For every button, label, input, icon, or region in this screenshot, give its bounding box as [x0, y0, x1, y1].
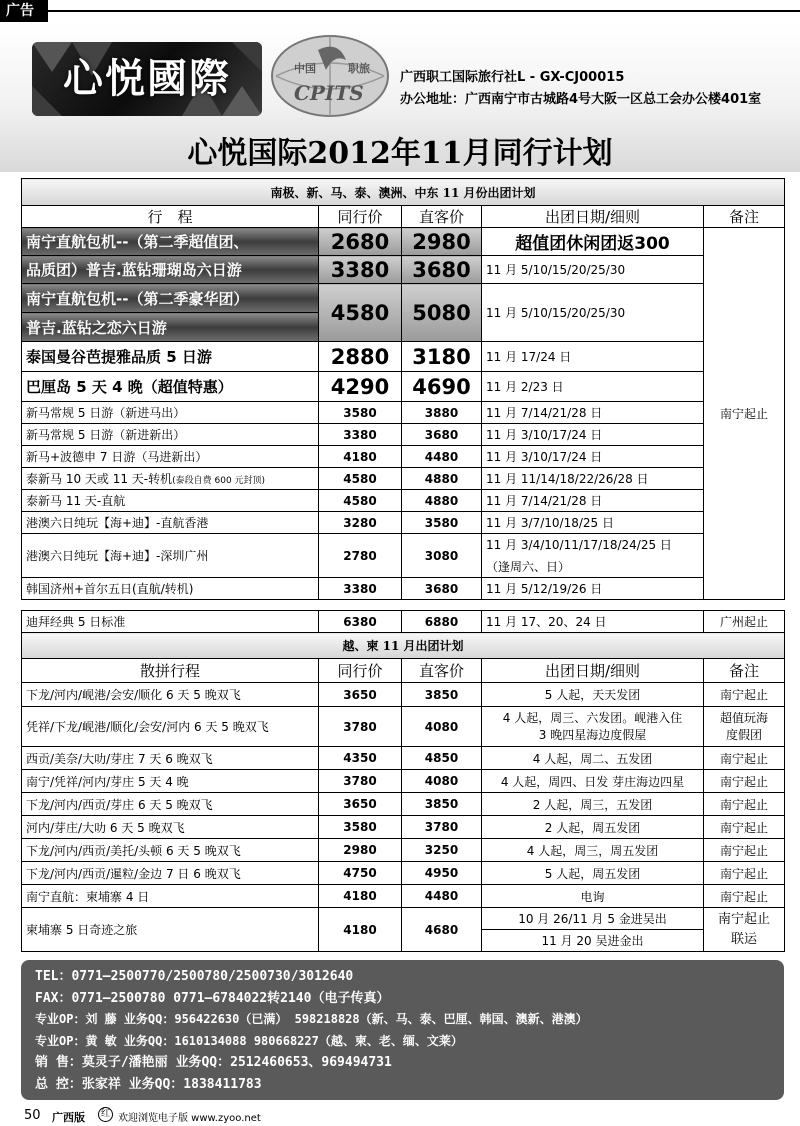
itinerary-name: 西贡/美奈/大叻/芽庄 7 天 6 晚双飞	[22, 747, 319, 770]
table-row	[22, 372, 785, 402]
direct-price: 4480	[402, 446, 482, 468]
table-row	[22, 284, 785, 313]
table-row	[22, 578, 785, 600]
table-row	[22, 862, 785, 885]
itinerary-name-text: 泰新马 10 天或 11 天-转机	[26, 472, 173, 486]
itinerary-name: 南宁直航：柬埔寨 4 日	[22, 885, 319, 908]
departure-dates: 超值团休闲团返300	[482, 228, 704, 256]
agent-price: 3380	[319, 424, 402, 446]
agent-price: 4180	[319, 908, 402, 952]
agent-price: 3780	[319, 770, 402, 793]
cpits-emblem-icon	[268, 30, 392, 122]
agent-price: 2680	[319, 228, 402, 256]
agent-price: 4580	[319, 284, 402, 342]
direct-price: 4950	[402, 862, 482, 885]
contact-sales: 销 售：莫灵子/潘艳丽 业务QQ：2512460653、969494731	[35, 1055, 392, 1070]
itinerary-name: 下龙/河内/西贡/芽庄 6 天 5 晚双飞	[22, 793, 319, 816]
agent-price: 2980	[319, 839, 402, 862]
table-row	[22, 611, 785, 633]
remark: 南宁起止	[704, 862, 785, 885]
remark-nanning: 南宁起止	[704, 228, 785, 600]
col-itinerary: 散拼行程	[22, 659, 319, 683]
col-itinerary: 行 程	[22, 206, 319, 228]
itinerary-name: 新马常规 5 日游（新进马出）	[22, 402, 319, 424]
col-remark: 备注	[704, 206, 785, 228]
itinerary-note: (泰段自费 600 元封顶)	[172, 476, 266, 486]
departure-dates: 11 月 5/10/15/20/25/30	[482, 256, 704, 284]
section2-header-row	[22, 659, 785, 683]
departure-dates: 11 月 5/10/15/20/25/30	[482, 284, 704, 342]
edition-label: 广西版	[52, 1111, 85, 1124]
remark: 南宁起止	[704, 885, 785, 908]
itinerary-name: 凭祥/下龙/岘港/顺化/会安/河内 6 天 5 晚双飞	[22, 707, 319, 747]
remark: 南宁起止	[704, 839, 785, 862]
brand-logo	[32, 42, 262, 116]
table-row	[22, 490, 785, 512]
itinerary-name: 南宁/凭祥/河内/芽庄 5 天 4 晚	[22, 770, 319, 793]
agent-price: 3580	[319, 816, 402, 839]
departure-dates: 5 人起，周五发团	[482, 862, 704, 885]
remark-line: 南宁起止	[718, 911, 771, 927]
table-row	[22, 885, 785, 908]
departure-dates-line: 4 人起，周三、六发团。岘港入住	[502, 710, 683, 725]
remark-line: 联运	[731, 931, 758, 947]
itinerary-name	[22, 468, 319, 490]
direct-price: 3780	[402, 816, 482, 839]
itinerary-name: 南宁直航包机--（第二季超值团、	[22, 228, 319, 256]
table-row	[22, 424, 785, 446]
itinerary-name: 下龙/河内/西贡/暹粒/金边 7 日 6 晚双飞	[22, 862, 319, 885]
table-row	[22, 256, 785, 284]
table-row	[22, 228, 785, 256]
direct-price: 3250	[402, 839, 482, 862]
table-row	[22, 707, 785, 747]
direct-price: 4080	[402, 707, 482, 747]
remark: 南宁起止	[704, 747, 785, 770]
agent-price: 4180	[319, 885, 402, 908]
table-row	[22, 402, 785, 424]
table-row	[22, 839, 785, 862]
itinerary-name: 港澳六日纯玩【海+迪】-直航香港	[22, 512, 319, 534]
col-agent-price: 同行价	[319, 659, 402, 683]
direct-price: 3680	[402, 256, 482, 284]
direct-price: 3580	[402, 512, 482, 534]
itinerary-name: 韩国济州+首尔五日(直航/转机)	[22, 578, 319, 600]
remark: 南宁起止	[704, 793, 785, 816]
itinerary-name: 柬埔寨 5 日奇迹之旅	[22, 908, 319, 952]
departure-dates: 4 人起，周二、五发团	[482, 747, 704, 770]
col-direct-price: 直客价	[402, 659, 482, 683]
agent-price: 3650	[319, 683, 402, 707]
col-remark: 备注	[704, 659, 785, 683]
itinerary-name: 新马+波德申 7 日游（马进新出）	[22, 446, 319, 468]
departure-dates: 4 人起，周三，周五发团	[482, 839, 704, 862]
departure-dates: 11 月 3/7/10/18/25 日	[482, 512, 704, 534]
remark	[704, 908, 785, 952]
table-row	[22, 512, 785, 534]
table-row	[22, 747, 785, 770]
itinerary-name: 南宁直航包机--（第二季豪华团）	[22, 284, 319, 313]
departure-dates: 11 月 3/10/17/24 日	[482, 446, 704, 468]
ad-tag: 广告	[0, 0, 48, 22]
table-row	[22, 816, 785, 839]
departure-dates: 11 月 17/24 日	[482, 342, 704, 372]
departure-dates: 11 月 7/14/21/28 日	[482, 490, 704, 512]
departure-dates: 2 人起，周五发团	[482, 816, 704, 839]
section1-title-row	[22, 179, 785, 206]
agent-price: 2780	[319, 534, 402, 578]
direct-price: 6880	[402, 611, 482, 633]
table-row	[22, 342, 785, 372]
agent-price: 6380	[319, 611, 402, 633]
direct-price: 5080	[402, 284, 482, 342]
itinerary-name: 河内/芽庄/大叻 6 天 5 晚双飞	[22, 816, 319, 839]
section1-table	[21, 178, 785, 600]
remark: 南宁起止	[704, 683, 785, 707]
departure-dates	[482, 707, 704, 747]
direct-price: 4690	[402, 372, 482, 402]
emblem-bottom: CPITS	[294, 81, 364, 105]
section2-title-row	[22, 633, 785, 659]
agent-price: 4750	[319, 862, 402, 885]
direct-price: 2980	[402, 228, 482, 256]
section2-title: 越、柬 11 月出团计划	[22, 633, 785, 659]
itinerary-name: 港澳六日纯玩【海+迪】-深圳广州	[22, 534, 319, 578]
departure-dates: 11 月 20 吴进金出	[482, 930, 704, 952]
departure-dates: 4 人起，周四、日发 芽庄海边四星	[482, 770, 704, 793]
departure-dates: 电询	[482, 885, 704, 908]
table-row	[22, 446, 785, 468]
contact-op-2: 专业OP：黄 敏 业务QQ：1610134088 980668227（越、柬、老、缅、文莱）	[35, 1033, 463, 1048]
contact-op-1: 专业OP：刘 藤 业务QQ：956422630（已满） 598218828（新、马、泰、巴厘、韩国、澳新、港澳）	[35, 1012, 588, 1026]
departure-dates: 11 月 5/12/19/26 日	[482, 578, 704, 600]
itinerary-name: 迪拜经典 5 日标准	[22, 611, 319, 633]
itinerary-name: 泰新马 11 天-直航	[22, 490, 319, 512]
direct-price: 4880	[402, 490, 482, 512]
departure-dates: 5 人起，天天发团	[482, 683, 704, 707]
table-row	[22, 770, 785, 793]
direct-price: 3680	[402, 424, 482, 446]
agent-price: 3580	[319, 402, 402, 424]
direct-price: 3680	[402, 578, 482, 600]
departure-dates-line: 3 晚四星海边度假屋	[538, 727, 647, 742]
section2-table	[21, 632, 785, 952]
table-row	[22, 908, 785, 930]
col-dates: 出团日期/细则	[482, 206, 704, 228]
departure-dates: 10 月 26/11 月 5 金进吴出	[482, 908, 704, 930]
direct-price: 3080	[402, 534, 482, 578]
agent-price: 3380	[319, 256, 402, 284]
departure-dates: 11 月 7/14/21/28 日	[482, 402, 704, 424]
remark-line: 超值玩海	[720, 710, 769, 725]
direct-price: 4080	[402, 770, 482, 793]
remark: 南宁起止	[704, 816, 785, 839]
company-name: 广西职工国际旅行社L - GX-CJ00015	[400, 70, 625, 85]
section1-header-row	[22, 206, 785, 228]
remark-line: 度假团	[726, 727, 763, 742]
direct-price: 3850	[402, 793, 482, 816]
agent-price: 3780	[319, 707, 402, 747]
itinerary-name: 普吉.蓝钻之恋六日游	[22, 313, 319, 342]
contact-tel: TEL：0771—2500770/2500780/2500730/3012640	[35, 969, 354, 984]
itinerary-name: 新马常规 5 日游（新进新出）	[22, 424, 319, 446]
agent-price: 2880	[319, 342, 402, 372]
page-footer	[0, 1104, 800, 1126]
col-direct-price: 直客价	[402, 206, 482, 228]
agent-price: 3280	[319, 512, 402, 534]
departure-dates: 11 月 17、20、24 日	[482, 611, 704, 633]
remark	[704, 707, 785, 747]
agent-price: 4290	[319, 372, 402, 402]
itinerary-name: 巴厘岛 5 天 4 晚（超值特惠）	[22, 372, 319, 402]
top-rule	[48, 10, 800, 12]
col-dates: 出团日期/细则	[482, 659, 704, 683]
dubai-row-table	[21, 610, 785, 633]
departure-dates: 2 人起，周三，五发团	[482, 793, 704, 816]
agent-price: 4580	[319, 468, 402, 490]
departure-dates: 11 月 3/4/10/11/17/18/24/25 日	[482, 534, 704, 556]
emblem-left: 中国	[294, 62, 316, 75]
itinerary-name: 品质团）普吉.蓝钻珊瑚岛六日游	[22, 256, 319, 284]
itinerary-name: 下龙/河内/西贡/美托/头顿 6 天 5 晚双飞	[22, 839, 319, 862]
contact-control: 总 控：张家祥 业务QQ：1838411783	[35, 1076, 262, 1092]
departure-dates: 11 月 3/10/17/24 日	[482, 424, 704, 446]
direct-price: 3880	[402, 402, 482, 424]
direct-price: 4680	[402, 908, 482, 952]
section1-title: 南极、新、马、泰、澳洲、中东 11 月份出团计划	[22, 179, 785, 206]
agent-price: 3650	[319, 793, 402, 816]
col-agent-price: 同行价	[319, 206, 402, 228]
table-row	[22, 468, 785, 490]
red-badge-icon: 红	[98, 1107, 113, 1122]
office-address: 办公地址：广西南宁市古城路4号大阪一区总工会办公楼401室	[400, 92, 762, 107]
itinerary-name: 下龙/河内/岘港/会安/顺化 6 天 5 晚双飞	[22, 683, 319, 707]
page-title: 心悦国际2012年11月同行计划	[187, 136, 613, 171]
table-row	[22, 683, 785, 707]
contact-panel	[21, 960, 784, 1100]
emblem-right: 职旅	[348, 62, 370, 75]
direct-price: 4850	[402, 747, 482, 770]
table-row	[22, 793, 785, 816]
agent-price: 3380	[319, 578, 402, 600]
table-row	[22, 534, 785, 556]
agent-price: 4580	[319, 490, 402, 512]
itinerary-name: 泰国曼谷芭提雅品质 5 日游	[22, 342, 319, 372]
direct-price: 3850	[402, 683, 482, 707]
direct-price: 3180	[402, 342, 482, 372]
logo-text: 心悦國際	[63, 55, 231, 102]
agent-price: 4350	[319, 747, 402, 770]
agent-price: 4180	[319, 446, 402, 468]
direct-price: 4880	[402, 468, 482, 490]
departure-dates: 11 月 11/14/18/22/26/28 日	[482, 468, 704, 490]
departure-dates: 11 月 2/23 日	[482, 372, 704, 402]
direct-price: 4480	[402, 885, 482, 908]
remark: 广州起止	[704, 611, 785, 633]
website-text: 欢迎浏览电子版 www.zyoo.net	[118, 1113, 261, 1124]
departure-dates-note: （逢周六、日）	[482, 556, 704, 578]
remark: 南宁起止	[704, 770, 785, 793]
page-number: 50	[24, 1108, 41, 1123]
contact-fax: FAX：0771—2500780 0771—6784022转2140（电子传真）	[35, 990, 390, 1006]
